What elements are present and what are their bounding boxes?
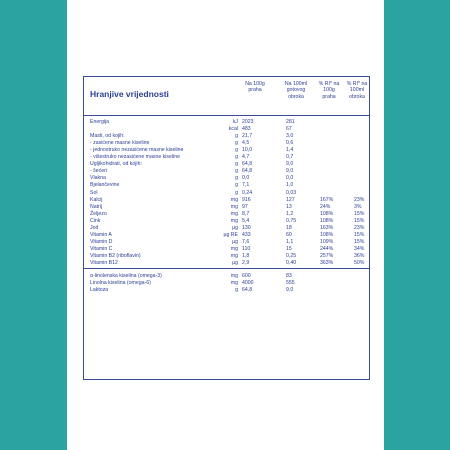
cell-name: Vitamin B12	[90, 260, 118, 266]
column-header-per-100ml	[280, 81, 312, 100]
cell-v2: 0,6	[286, 140, 294, 147]
table-row	[84, 182, 369, 188]
cell-v1: 64,8	[242, 168, 253, 175]
cell-v1: 0,24	[242, 189, 253, 196]
cell-v2: 67	[286, 126, 292, 133]
cell-v1: 130	[242, 224, 251, 231]
col-line: Na 100g	[245, 81, 265, 87]
cell-unit: g	[235, 133, 238, 140]
cell-v2: 18	[286, 224, 292, 231]
cell-unit: µg	[232, 238, 238, 245]
col-line: praha	[248, 87, 262, 94]
col-line: 100ml	[349, 87, 365, 94]
cell-v1: 64,8	[242, 287, 253, 294]
cell-v3: 163%	[320, 224, 334, 231]
cell-v2: 1,4	[286, 147, 294, 154]
cell-v2: 1,1	[286, 238, 294, 245]
cell-unit: g	[235, 140, 238, 147]
cell-v3: 363%	[320, 260, 334, 266]
cell-v1: 2023	[242, 119, 254, 125]
cell-name: Jod	[90, 224, 99, 231]
cell-v4: 15%	[354, 238, 365, 245]
cell-name: α-linolenska kiselina (omega-3)	[90, 273, 162, 280]
cell-name: Sol	[90, 189, 98, 196]
cell-unit: g	[235, 175, 238, 182]
cell-v4: 23%	[354, 224, 365, 231]
cell-v2: 1,2	[286, 210, 294, 217]
table-row	[84, 175, 369, 181]
table-title: Hranjive vrijednosti	[90, 89, 169, 99]
table-row	[84, 168, 369, 174]
table-header	[84, 77, 369, 115]
cell-name: Energija	[90, 119, 110, 125]
cell-v1: 2,9	[242, 260, 250, 266]
cell-v1: 433	[242, 231, 251, 238]
cell-v3: 24%	[320, 203, 331, 210]
cell-v2: 0,7	[286, 154, 294, 161]
cell-v4: 23%	[354, 196, 365, 203]
cell-v1: 7,1	[242, 182, 250, 189]
cell-unit: µg	[232, 260, 238, 266]
cell-unit: g	[235, 161, 238, 168]
cell-v1: 1,8	[242, 252, 250, 259]
cell-unit: mg	[230, 217, 238, 224]
cell-unit: mg	[230, 252, 238, 259]
cell-v4: 15%	[354, 210, 365, 217]
nutrition-table	[83, 76, 370, 380]
cell-v4: 15%	[354, 231, 365, 238]
cell-v2: 1,0	[286, 182, 294, 189]
cell-v2: 0,0	[286, 175, 294, 182]
cell-unit: µg RE	[223, 231, 238, 238]
table-row	[84, 273, 369, 279]
cell-v2: 555	[286, 280, 295, 287]
col-line: % RI* na	[346, 81, 368, 87]
cell-v2: 0,75	[286, 217, 297, 224]
cell-v2: 127	[286, 196, 295, 203]
cell-v1: 483	[242, 126, 251, 133]
cell-name: - jednostruko nezasićene masne kiseline	[90, 147, 184, 154]
table-row	[84, 133, 369, 139]
cell-name: Masti, od kojih:	[90, 133, 125, 140]
table-row	[84, 211, 369, 217]
cell-v2: 281	[286, 119, 295, 125]
table-row	[84, 204, 369, 210]
cell-v4: 15%	[354, 217, 365, 224]
cell-v3: 109%	[320, 238, 334, 245]
cell-name: Vlakna	[90, 175, 106, 182]
cell-name: Kalcij	[90, 196, 103, 203]
cell-v2: 60	[286, 231, 292, 238]
cell-v1: 7,6	[242, 238, 250, 245]
cell-name: Laktoza	[90, 287, 109, 294]
cell-unit: mg	[230, 280, 238, 287]
cell-unit: µg	[232, 224, 238, 231]
table-row	[84, 161, 369, 167]
cell-unit: g	[235, 182, 238, 189]
cell-name: Željezo	[90, 210, 107, 217]
column-header-ri-100g	[314, 81, 344, 100]
product-panel	[67, 0, 384, 450]
cell-v2: 13	[286, 203, 292, 210]
cell-v1: 4000	[242, 280, 254, 287]
cell-name: Cink	[90, 217, 101, 224]
cell-v2: 0,03	[286, 189, 297, 196]
cell-v4: 50%	[354, 260, 365, 266]
cell-unit: g	[235, 154, 238, 161]
cell-unit: g	[235, 287, 238, 294]
cell-unit: g	[235, 168, 238, 175]
cell-v3: 108%	[320, 231, 334, 238]
table-row	[84, 140, 369, 146]
cell-v1: 10,0	[242, 147, 253, 154]
header-separator	[84, 115, 369, 116]
cell-v1: 21,7	[242, 133, 253, 140]
cell-unit: mg	[230, 245, 238, 252]
cell-name: Vitamin D	[90, 238, 113, 245]
cell-v4: 34%	[354, 245, 365, 252]
cell-v3: 167%	[320, 196, 334, 203]
table-row	[84, 126, 369, 132]
cell-v1: 4,7	[242, 154, 250, 161]
cell-v1: 0,0	[242, 175, 250, 182]
cell-v1: 600	[242, 273, 251, 280]
cell-v2: 9,0	[286, 168, 294, 175]
table-row	[84, 246, 369, 252]
column-header-ri-100ml	[344, 81, 370, 100]
cell-v1: 916	[242, 196, 251, 203]
col-line: Na 100ml	[284, 81, 308, 87]
table-row	[84, 225, 369, 231]
column-header-per-100g	[240, 81, 270, 94]
cell-unit: kJ	[232, 119, 238, 125]
cell-v2: 0,40	[286, 260, 297, 266]
cell-unit: g	[235, 189, 238, 196]
cell-name: Bjelančevine	[90, 182, 120, 189]
cell-v1: 4,5	[242, 140, 250, 147]
cell-v1: 5,4	[242, 217, 250, 224]
cell-v1: 110	[242, 245, 251, 252]
table-row	[84, 253, 369, 259]
cell-v2: 9,0	[286, 287, 294, 294]
cell-v1: 8,7	[242, 210, 250, 217]
cell-name: Linolna kiselina (omega-6)	[90, 280, 151, 287]
cell-unit: kcal	[228, 126, 238, 133]
table-row	[84, 239, 369, 245]
table-row	[84, 287, 369, 293]
col-line: gotovog	[286, 87, 306, 94]
cell-v4: 3%	[354, 203, 362, 210]
cell-name: Vitamin C	[90, 245, 113, 252]
cell-unit: g	[235, 147, 238, 154]
cell-v3: 108%	[320, 210, 334, 217]
table-row	[84, 280, 369, 286]
table-row	[84, 218, 369, 224]
col-line: praha	[322, 93, 336, 100]
table-row	[84, 154, 369, 160]
table-row	[84, 260, 369, 266]
cell-name: Vitamin A	[90, 231, 112, 238]
col-line: 100g	[323, 87, 335, 94]
col-line: % RI* na	[318, 81, 340, 87]
table-row	[84, 197, 369, 203]
col-line: obroka	[288, 93, 304, 100]
cell-v2: 0,25	[286, 252, 297, 259]
table-row	[84, 147, 369, 153]
cell-name: - šećeri	[90, 168, 108, 175]
col-line: obroka	[349, 93, 365, 100]
cell-v1: 97	[242, 203, 248, 210]
cell-unit: mg	[230, 210, 238, 217]
table-row	[84, 190, 369, 196]
table-row	[84, 232, 369, 238]
cell-v2: 3,0	[286, 133, 294, 140]
cell-name: Vitamin B2 (riboflavin)	[90, 252, 141, 259]
cell-v3: 244%	[320, 245, 334, 252]
cell-unit: mg	[230, 196, 238, 203]
cell-name: Ugljikohidrati, od kojih:	[90, 161, 142, 168]
cell-v4: 36%	[354, 252, 365, 259]
cell-unit: mg	[230, 273, 238, 280]
group-separator	[84, 268, 369, 269]
cell-name: - zasićene masne kiseline	[90, 140, 150, 147]
cell-v2: 9,0	[286, 161, 294, 168]
table-row	[84, 119, 369, 125]
cell-v3: 257%	[320, 252, 334, 259]
cell-name: Natrij	[90, 203, 103, 210]
cell-v2: 83	[286, 273, 292, 280]
cell-v2: 15	[286, 245, 292, 252]
cell-v3: 108%	[320, 217, 334, 224]
cell-v1: 64,8	[242, 161, 253, 168]
cell-unit: mg	[230, 203, 238, 210]
cell-name: - višestruko nezasićene masne kiseline	[90, 154, 180, 161]
